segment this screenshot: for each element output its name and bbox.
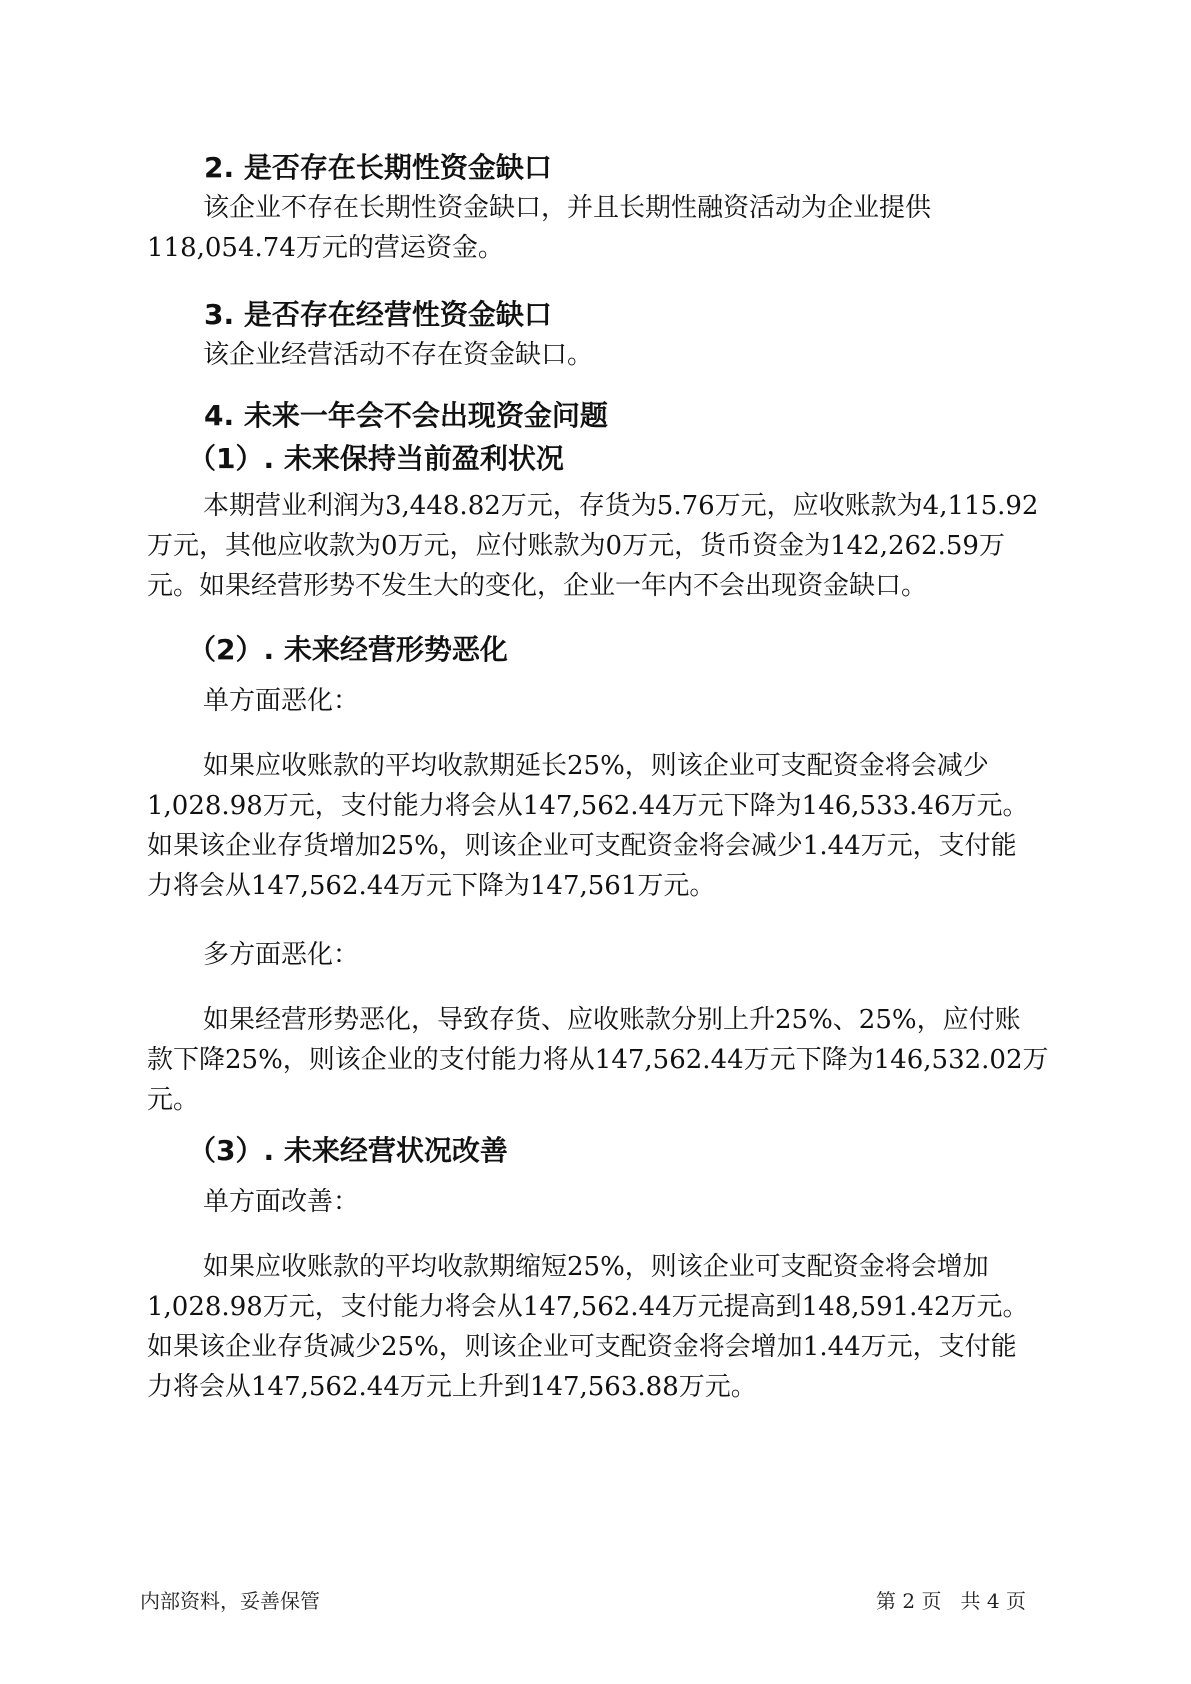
text-line: 如果经营形势恶化，导致存货、应收账款分别上升25%、25%，应付账 — [203, 1005, 1021, 1035]
text-line: 如果应收账款的平均收款期延长25%，则该企业可支配资金将会减少 — [203, 751, 989, 781]
subsection-1-heading: （1）. 未来保持当前盈利状况 — [188, 442, 564, 475]
text-line: 如果应收账款的平均收款期缩短25%，则该企业可支配资金将会增加 — [203, 1252, 989, 1282]
text-line: 本期营业利润为3,448.82万元，存货为5.76万元，应收账款为4,115.92 — [203, 491, 1039, 521]
subsection-3-heading: （3）. 未来经营状况改善 — [188, 1134, 508, 1167]
subsection-2-heading: （2）. 未来经营形势恶化 — [188, 633, 508, 666]
single-improvement-label: 单方面改善： — [203, 1187, 360, 1217]
text-line: 1,028.98万元，支付能力将会从147,562.44万元提高到148,591.42万元。 — [147, 1292, 1029, 1322]
single-worsening-label: 单方面恶化： — [203, 686, 360, 716]
text-line: 1,028.98万元，支付能力将会从147,562.44万元下降为146,533.46万元。 — [147, 791, 1029, 821]
single-improvement-body — [147, 1247, 1067, 1407]
text-line: 力将会从147,562.44万元下降为147,561万元。 — [147, 871, 716, 901]
section-2-heading: 2. 是否存在长期性资金缺口 — [204, 151, 552, 184]
footer-confidential-note: 内部资料，妥善保管 — [140, 1589, 320, 1613]
section-3-body: 该企业经营活动不存在资金缺口。 — [203, 340, 594, 370]
text-line: 如果该企业存货减少25%，则该企业可支配资金将会增加1.44万元，支付能 — [147, 1332, 1017, 1362]
text-line: 118,054.74万元的营运资金。 — [147, 233, 504, 263]
text-line: 如果该企业存货增加25%，则该企业可支配资金将会减少1.44万元，支付能 — [147, 831, 1017, 861]
subsection-1-body — [147, 486, 1067, 606]
single-worsening-body — [147, 746, 1067, 906]
text-line: 该企业不存在长期性资金缺口，并且长期性融资活动为企业提供 — [203, 193, 932, 223]
text-line: 元。 — [147, 1085, 200, 1115]
section-2-body — [147, 188, 1067, 268]
section-4-heading: 4. 未来一年会不会出现资金问题 — [204, 399, 608, 432]
footer-page-number: 第 2 页 共 4 页 — [876, 1589, 1026, 1613]
multi-worsening-label: 多方面恶化： — [203, 940, 360, 970]
text-line: 款下降25%，则该企业的支付能力将从147,562.44万元下降为146,532.02万 — [147, 1045, 1049, 1075]
text-line: 元。如果经营形势不发生大的变化，企业一年内不会出现资金缺口。 — [147, 571, 928, 601]
section-3-heading: 3. 是否存在经营性资金缺口 — [204, 298, 552, 331]
text-line: 力将会从147,562.44万元上升到147,563.88万元。 — [147, 1372, 757, 1402]
text-line: 万元，其他应收款为0万元，应付账款为0万元，货币资金为142,262.59万 — [147, 531, 1005, 561]
multi-worsening-body — [147, 1000, 1067, 1120]
